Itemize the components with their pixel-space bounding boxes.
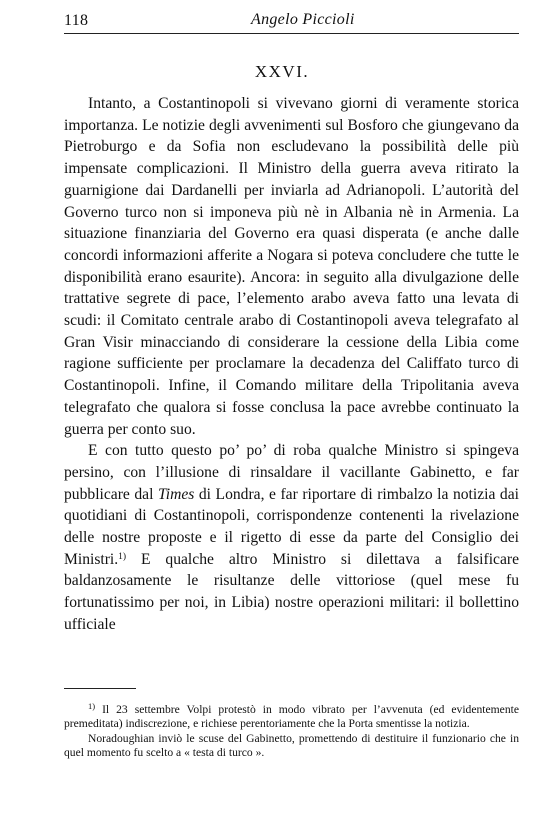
paragraph-1: Intanto, a Costantinopoli si vivevano giorni di veramente storica importanza. Le notizie degli avvenimenti sul Bosforo che giungevano da Pietroburgo e da Sofia non escludevano la possibilità delle più impensate complicazioni. Il Ministro della guerra aveva ritirato la guarnigione dai Dardanelli per inviarla ad Adrianopoli. L’autorità del Governo turco non si imponeva più nè in Albania nè in Armenia. La situazione finanziaria del Governo era quasi disperata (e anche dalle concordi informazioni afferite a Nogara si poteva concludere che tutte le disponibilità erano esaurite). Ancora: in seguito alla divulgazione delle trattative segrete di pace, l’elemento arabo aveva fatto una levata di scudi: il Comitato centrale arabo di Costantinopoli aveva telegrafato al Gran Visir minacciando di considerare la cessione della Libia come ragione sufficiente per proclamare la decadenza del Califfato turco di Costantinopoli. Infine, il Comando militare della Tripolitania aveva telegrafato che qualora si fosse conclusa la pace avrebbe continuato la guerra per conto suo. [64,95,519,438]
footnote-mark: 1) [88,701,96,711]
paragraph-2-text-a: E con tutto questo po’ po’ di roba qualche Ministro si spingeva persino, con l’illusione di rinsaldare il vacillante Gabinetto, e far pubblicare dal [64,442,519,503]
running-head [64,6,519,32]
footnote-reference: 1) [118,551,127,562]
footnotes [64,703,519,761]
paragraph-2 [64,440,519,635]
header-rule [64,33,519,34]
footnote-2: Noradoughian inviò le scuse del Gabinetto, promettendo di destituire il funzionario che in quel momento fu scelto a « testa di turco ». [64,731,519,760]
footnote-rule [64,688,136,689]
paragraph-2-text-c: E qualche altro Ministro si dilettava a falsificare baldanzosamente le risultanze delle vittoriose (quel mese fu fortunatissimo per noi, in Libia) nostre operazioni militari: il bollettino ufficiale [64,550,519,633]
running-title: Angelo Piccioli [251,11,355,28]
footnote-1 [64,703,519,732]
footnote-1-text: Il 23 settembre Volpi protestò in modo vibrato per l’avvenuta (ed evidentemente premeditata) indiscrezione, e richiese perentoriamente che la Porta smentisse la notizia. [64,703,519,731]
body-text [64,93,519,636]
paragraph-2-text-b: di Londra, e far riportare di rimbalzo la notizia dai quotidiani di Costantinopoli, corrispondenze contenenti la rivelazione delle nostre proposte e il rigetto di esse da parte del Consiglio dei Ministri. [64,485,519,568]
newspaper-title: Times [157,485,195,503]
page-number: 118 [64,12,89,29]
chapter-number: XXVI. [254,62,310,81]
